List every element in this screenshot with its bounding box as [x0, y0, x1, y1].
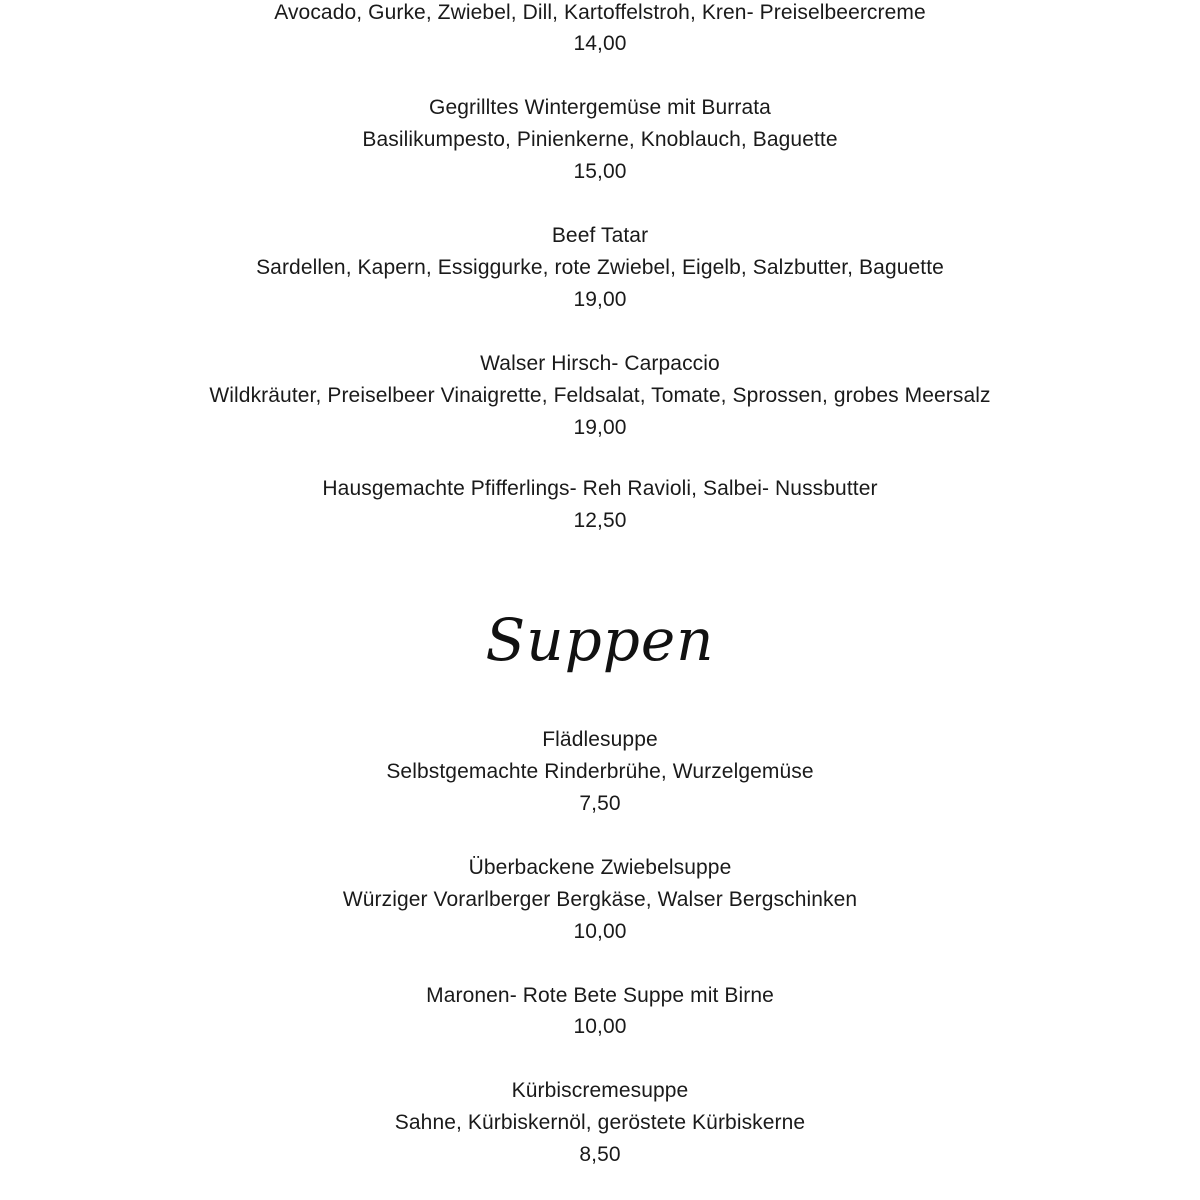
dish-name: Beef Tatar: [551, 224, 649, 247]
dish-description: Selbstgemachte Rinderbrühe, Wurzelgemüse: [386, 760, 814, 783]
dish-description: Würziger Vorarlberger Bergkäse, Walser Bergschinken: [342, 888, 858, 911]
section-title-suppen: Suppen: [485, 606, 715, 674]
dish-price: 10,00: [573, 1015, 627, 1038]
dish-description: Wildkräuter, Preiselbeer Vinaigrette, Feldsalat, Tomate, Sprossen, grobes Meersalz: [209, 384, 991, 407]
dish-price: 8,50: [579, 1143, 621, 1166]
dish-price: 14,00: [573, 32, 627, 55]
dish-description: Sardellen, Kapern, Essiggurke, rote Zwiebel, Eigelb, Salzbutter, Baguette: [256, 256, 944, 279]
dish-price: 7,50: [579, 792, 621, 815]
dish-description: Sahne, Kürbiskernöl, geröstete Kürbiskerne: [394, 1111, 806, 1134]
dish-price: 10,00: [573, 920, 627, 943]
dish-name: Walser Hirsch- Carpaccio: [480, 352, 720, 375]
dish-price: 19,00: [573, 416, 627, 439]
dish-name: Maronen- Rote Bete Suppe mit Birne: [426, 984, 774, 1007]
dish-price: 12,50: [573, 509, 627, 532]
dish-price: 19,00: [573, 288, 627, 311]
dish-name: Flädlesuppe: [542, 728, 658, 751]
dish-description: Basilikumpesto, Pinienkerne, Knoblauch, Baguette: [362, 128, 838, 151]
dish-description: Avocado, Gurke, Zwiebel, Dill, Kartoffelstroh, Kren- Preiselbeercreme: [274, 1, 926, 24]
dish-name: Hausgemachte Pfifferlings- Reh Ravioli, Salbei- Nussbutter: [322, 477, 878, 500]
dish-name: Gegrilltes Wintergemüse mit Burrata: [429, 96, 771, 119]
dish-name: Kürbiscremesuppe: [511, 1079, 689, 1102]
dish-name: Überbackene Zwiebelsuppe: [468, 856, 732, 879]
dish-price: 15,00: [573, 160, 627, 183]
